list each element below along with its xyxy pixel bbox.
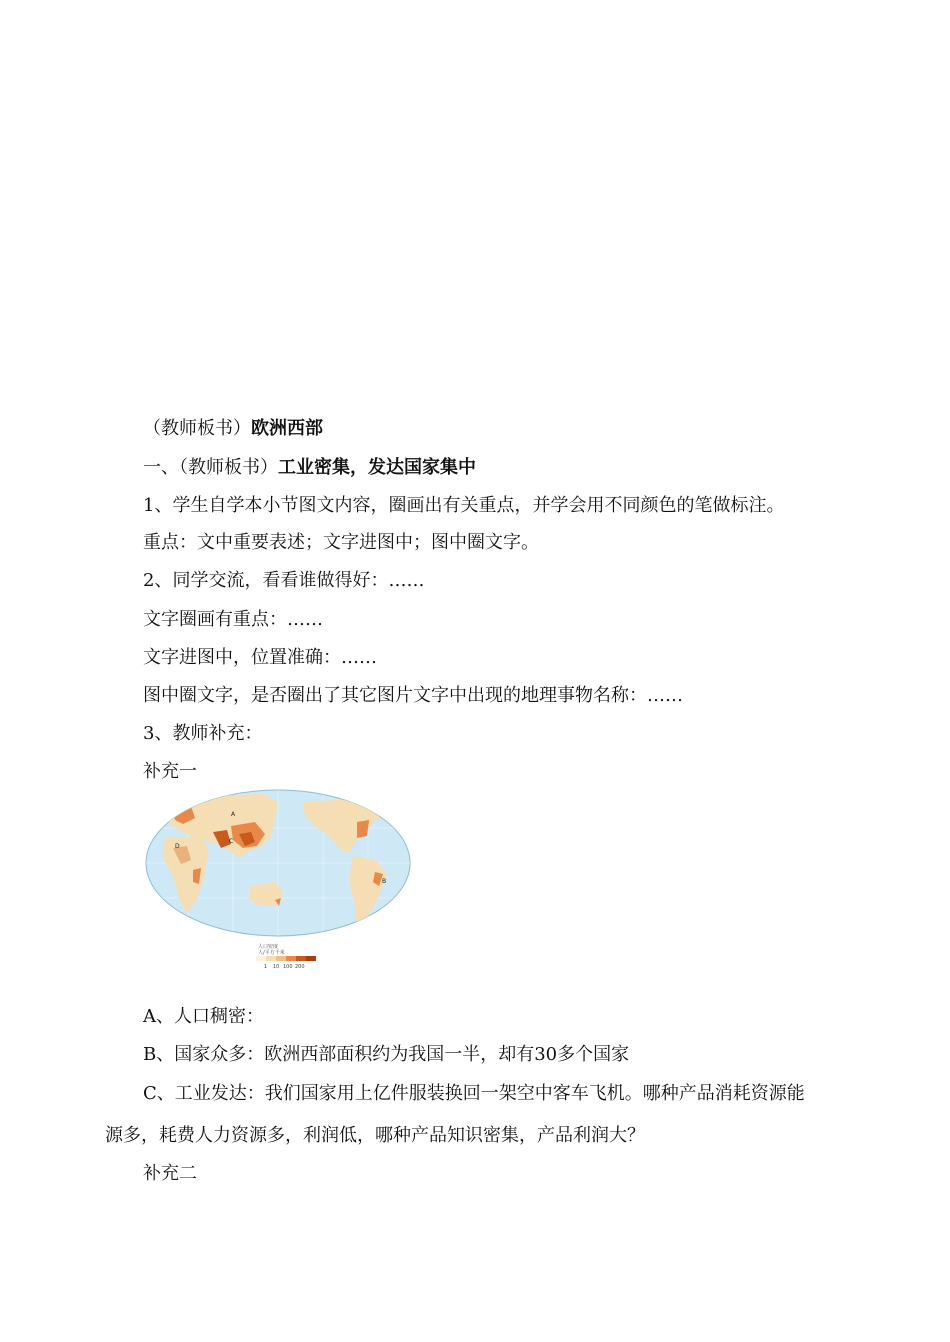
section-title: 工业密集，发达国家集中 [278,457,476,478]
heading-title: 欧洲西部 [251,418,323,439]
body-line: 1、学生自学本小节图文内容，圈画出有关重点，并学会用不同颜色的笔做标注。 [143,495,785,516]
supplement-2-label: 补充二 [143,1163,197,1184]
world-population-density-map [143,788,413,960]
legend-tick: 1 [264,964,268,970]
body-line: 文字进图中，位置准确：…… [143,647,377,668]
legend-title: 人口密度 人/平方千米 [258,944,285,956]
map-marker-b: B [382,878,387,885]
point-c-line2: 源多，耗费人力资源多，利润低，哪种产品知识密集，产品利润大？ [105,1125,645,1146]
legend-tick: 10 [273,964,280,970]
body-line: 重点：文中重要表述；文字进图中；图中圈文字。 [143,532,539,553]
point-c-line1: C、工业发达：我们国家用上亿件服装换回一架空中客车飞机。哪种产品消耗资源能 [143,1083,805,1104]
map-legend [258,944,305,970]
legend-swatches [256,956,320,970]
map-marker-c: C [229,838,234,845]
body-line: 3、教师补充： [143,723,263,744]
map-marker-a: A [231,811,236,818]
legend-tick: 200 [295,964,305,970]
section-prefix: 一、（教师板书） [143,457,278,478]
heading-prefix: （教师板书） [143,418,251,439]
map-graphic [143,788,413,960]
point-a: A、人口稠密： [143,1006,264,1027]
map-marker-d: D [175,843,180,850]
supplement-1-label: 补充一 [143,761,197,782]
point-b: B、国家众多：欧洲西部面积约为我国一半，却有30多个国家 [143,1044,630,1065]
body-line: 图中圈文字，是否圈出了其它图片文字中出现的地理事物名称：…… [143,685,683,706]
body-line: 2、同学交流，看看谁做得好：…… [143,570,425,591]
section-heading [143,456,476,480]
heading-board-title [143,417,323,441]
legend-tick: 100 [283,964,293,970]
body-line: 文字圈画有重点：…… [143,609,323,630]
